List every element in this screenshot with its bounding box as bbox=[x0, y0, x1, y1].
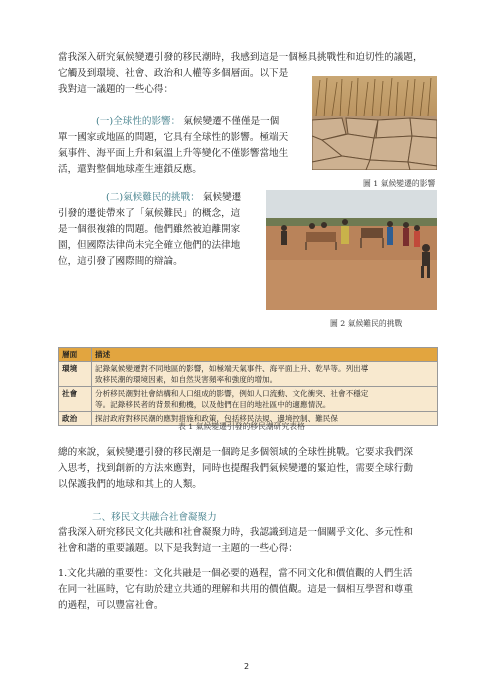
intro-line-2: 它觸及到環境、社會、政治和人權等多個層面。以下是 bbox=[58, 68, 289, 79]
table-row-label: 環境 bbox=[59, 362, 92, 387]
section2-line-3: 是一個很複雜的問題。他們雖然被迫離開家 bbox=[58, 224, 241, 235]
section1-first-line bbox=[58, 114, 308, 130]
intro-line-1: 當我深入研究氣候變遷引發的移民潮時，我感到這是一個極具挑戰性和迫切性的議題， bbox=[58, 52, 423, 63]
part2-line-1: 當我深入研究移民文化共融和社會凝聚力時，我認識到這是一個關乎文化、多元性和 bbox=[58, 527, 413, 538]
table-row bbox=[59, 362, 438, 387]
refugees-walking-desert-photo bbox=[266, 190, 437, 310]
conclusion-line-2: 入思考，找到創新的方法來應對，同時也提醒我們氣候變遷的緊迫性，需要全球行動 bbox=[58, 463, 413, 474]
research-table bbox=[58, 347, 438, 426]
section2-first-line bbox=[58, 190, 268, 206]
section2-heading: (二)氣候難民的挑戰： bbox=[106, 192, 200, 203]
table-header-aspect: 層面 bbox=[59, 348, 92, 362]
table-caption: 表 1 氣候變遷引發的移民潮研究表格 bbox=[178, 422, 305, 431]
section1-line-3: 氣事件、海平面上升和氣溫上升等變化不僅影響當地生 bbox=[58, 148, 289, 159]
section2-line-4: 園，但國際法律尚未完全確立他們的法律地 bbox=[58, 240, 241, 251]
table-row-description bbox=[92, 362, 438, 387]
section1-line-2: 單一國家或地區的問題，它具有全球性的影響。極端天 bbox=[58, 132, 289, 143]
table-cell-line: 探討政府對移民潮的應對措施和政策，包括移民法規、邊境控制、難民保 bbox=[95, 414, 338, 423]
section-heading: 二、移民文共融合社會凝聚力 bbox=[92, 512, 217, 523]
figure2-caption: 圖 2 氣候難民的挑戰 bbox=[330, 319, 403, 328]
section2-line-2: 引發的遷徙帶來了「氣候難民」的概念，這 bbox=[58, 208, 241, 219]
section2-line-5: 位，這引發了國際間的辯論。 bbox=[58, 256, 183, 267]
conclusion-line-3: 以保護我們的地球和其上的人類。 bbox=[58, 479, 202, 490]
part2-line-2: 社會和諧的重要議題。以下是我對這一主題的一些心得： bbox=[58, 543, 298, 554]
intro-line-3: 我對這一議題的一些心得： bbox=[58, 84, 174, 95]
page-number: 2 bbox=[244, 662, 250, 671]
item1-line-1: 1.文化共融的重要性：文化共融是一個必要的過程，當不同文化和價值觀的人們生活 bbox=[58, 568, 413, 579]
table-row-label: 政治 bbox=[59, 412, 92, 426]
table-cell-line: 等。記錄移民者的背景和動機，以及他們在目的地社區中的適應情況。 bbox=[95, 400, 331, 409]
section1-line-4: 活，還對整個地球產生連鎖反應。 bbox=[58, 164, 202, 175]
conclusion-line-1: 總的來說，氣候變遷引發的移民潮是一個跨足多個領域的全球性挑戰。它要求我們深 bbox=[58, 447, 413, 458]
figure1-caption: 圖 1 氣候變遷的影響 bbox=[363, 179, 436, 188]
item1-line-2: 在同一社區時，它有助於建立共通的理解和共用的價值觀。這是一個相互學習和尊重 bbox=[58, 584, 413, 595]
table-cell-line: 分析移民潮對社會結構和人口組成的影響，例如人口流動、文化衝突、社會不穩定 bbox=[95, 389, 369, 398]
section1-first-line-text: 氣候變遷不僅僅是一個 bbox=[183, 116, 280, 127]
table-cell-line: 記錄氣候變遷對不同地區的影響，如極端天氣事件、海平面上升、乾旱等。列出導 bbox=[95, 364, 369, 373]
section2-first-line-text: 氣候變遷 bbox=[202, 192, 242, 203]
table-row-description bbox=[92, 387, 438, 412]
item1-line-3: 的過程，可以豐富社會。 bbox=[58, 600, 164, 611]
table-header-description: 描述 bbox=[92, 348, 438, 362]
section1-heading: (一)全球性的影響： bbox=[96, 116, 181, 127]
table-row bbox=[59, 387, 438, 412]
drought-cracked-earth-photo bbox=[312, 76, 437, 170]
table-cell-line: 致移民潮的環境因素，如自然災害頻率和強度的增加。 bbox=[95, 375, 278, 384]
table-row-label: 社會 bbox=[59, 387, 92, 412]
